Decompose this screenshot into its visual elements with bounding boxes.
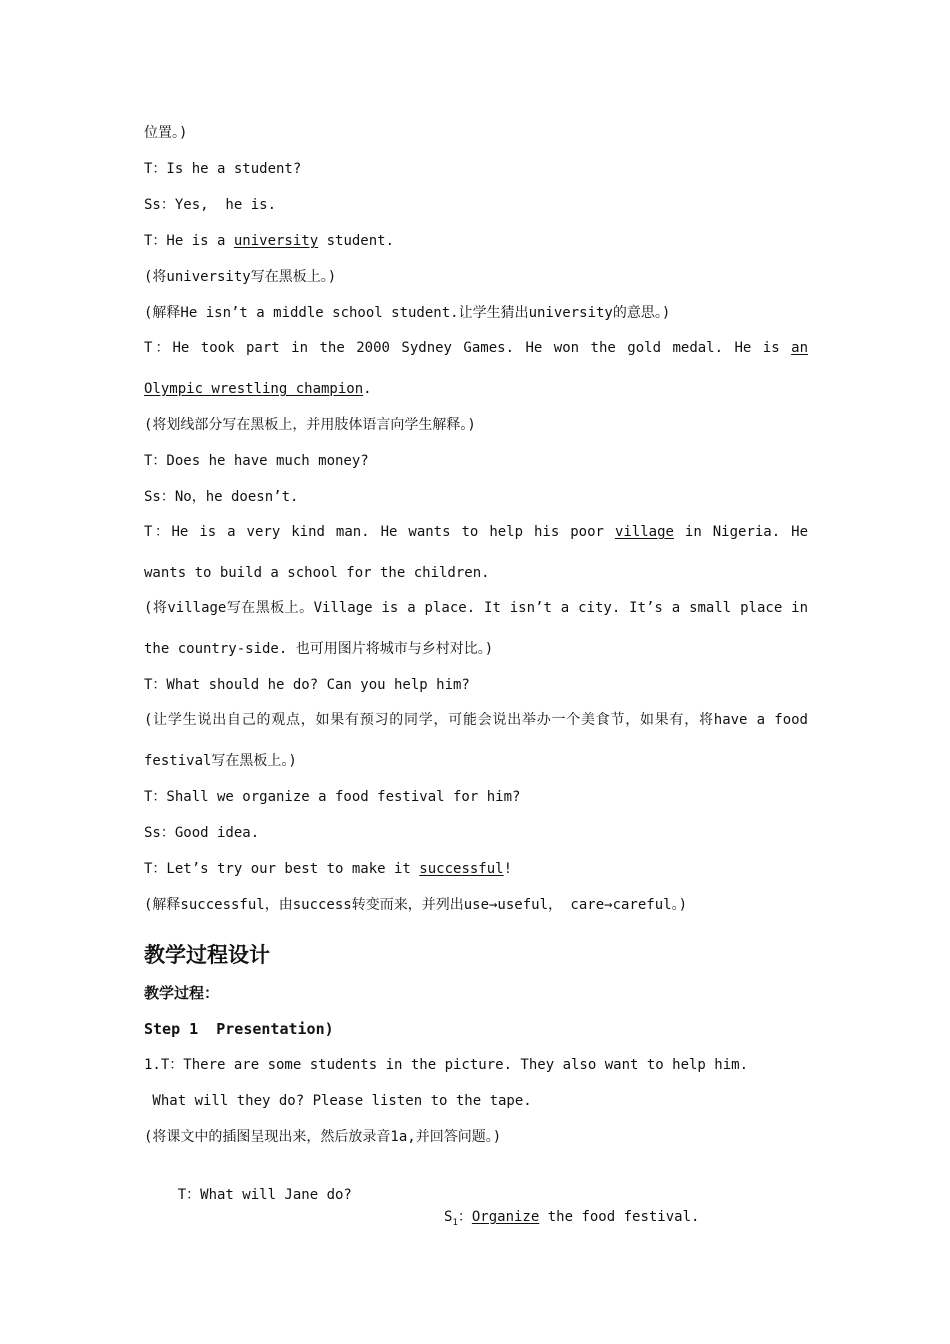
text-line: Ss：Yes, he is. <box>144 197 277 213</box>
text-line: 位置。) <box>144 125 188 141</box>
text-paragraph: (将village写在黑板上。Village is a place. It isn’t a city. It’s a small place in the country-side. 也可用图片将城市与乡村对比。) <box>144 600 808 657</box>
text-span: the food festival. <box>539 1209 700 1225</box>
document-page <box>144 122 808 1228</box>
text-span: S <box>444 1209 453 1225</box>
text-line: Ss：No，he doesn’t. <box>144 489 299 505</box>
text-line: 1.T：There are some students in the picture. They also want to help him. <box>144 1057 749 1073</box>
text-span: T：Let’s try our best to make it <box>144 861 420 877</box>
text-line: (将课文中的插图呈现出来，然后放录音1a,并回答问题。) <box>144 1129 502 1145</box>
text-span: in Nigeria. He wants to build a school for the children. <box>144 524 808 581</box>
text-line: (将划线部分写在黑板上，并用肢体语言向学生解释。) <box>144 417 476 433</box>
underlined-term: successful <box>419 861 504 877</box>
section-heading: 教学过程设计 <box>144 943 270 967</box>
text-line <box>144 1162 808 1228</box>
underlined-term: Organize <box>471 1209 540 1225</box>
sub-heading: 教学过程： <box>144 984 220 1002</box>
text-span: ： <box>457 1209 472 1225</box>
underlined-term: village <box>614 524 674 540</box>
text-line: (解释He isn’t a middle school student.让学生猜出university的意思。) <box>144 305 671 321</box>
subscript: 1 <box>452 1217 458 1228</box>
underlined-term: university <box>233 233 319 249</box>
text-line: (解释successful，由success转变而来，并列出use→useful， care→careful。) <box>144 897 688 913</box>
text-line: What will they do? Please listen to the tape. <box>144 1093 532 1109</box>
student-answer <box>444 1206 699 1234</box>
text-span: T：He is a very kind man. He wants to help his poor <box>144 524 615 540</box>
text-paragraph: (让学生说出自己的观点，如果有预习的同学，可能会说出举办一个美食节，如果有，将have a food festival写在黑板上。) <box>144 712 808 769</box>
text-paragraph <box>144 328 808 410</box>
underlined-term: Olympic wrestling champion <box>144 381 364 397</box>
underlined-term: an <box>791 340 808 356</box>
text-line: Ss：Good idea. <box>144 825 260 841</box>
text-span: . <box>363 381 372 397</box>
text-line <box>144 858 808 880</box>
text-line <box>144 230 808 252</box>
text-line: (将university写在黑板上。) <box>144 269 337 285</box>
step-heading: Step 1 Presentation) <box>144 1020 334 1038</box>
text-span: ! <box>503 861 513 877</box>
text-span: T：He is a <box>144 233 234 249</box>
text-span: student. <box>318 233 395 249</box>
text-line: T：Is he a student? <box>144 161 302 177</box>
teacher-question: T：What will Jane do? <box>177 1187 352 1203</box>
text-line: T：Does he have much money? <box>144 453 369 469</box>
text-span: T：He took part in the 2000 Sydney Games. He won the gold medal. He is <box>144 340 792 356</box>
text-line: T：What should he do? Can you help him? <box>144 677 470 693</box>
text-line: T：Shall we organize a food festival for him? <box>144 789 521 805</box>
text-paragraph <box>144 512 808 594</box>
